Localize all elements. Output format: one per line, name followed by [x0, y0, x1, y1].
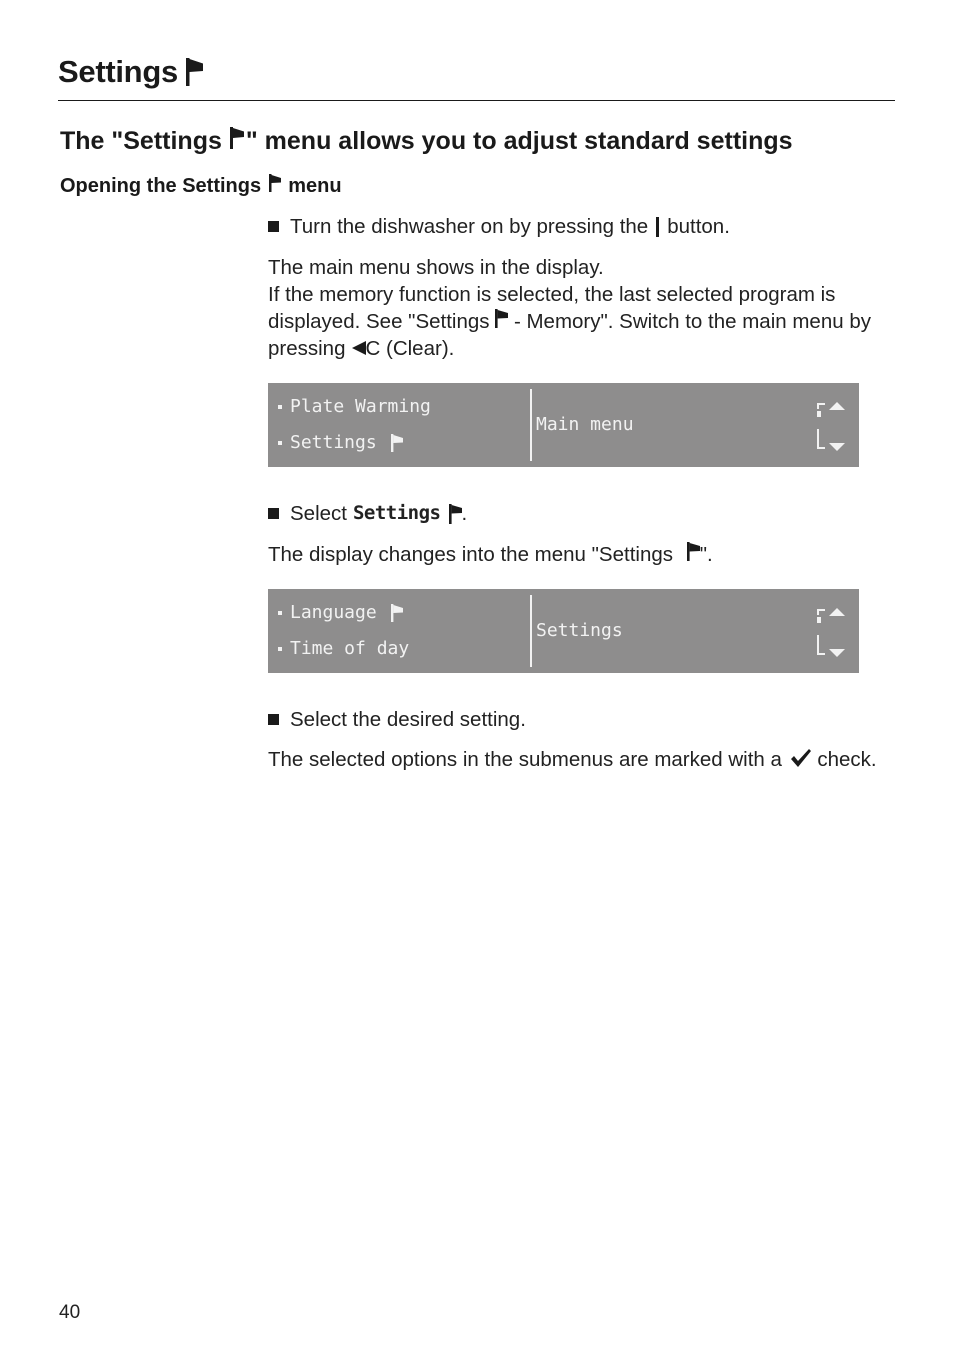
paragraph-main-menu: [268, 254, 894, 362]
page-title: [58, 52, 203, 92]
paragraph-memory-text: If the memory function is selected, the last selected program is displayed. See "Settings: [268, 283, 836, 333]
paragraph-display-changes-text: The display changes into the menu "Settings: [268, 543, 673, 566]
bullet-square-icon: [268, 221, 279, 232]
step-3: [268, 706, 526, 733]
step-2-text: Select: [290, 502, 347, 525]
paragraph-check-end: check.: [817, 748, 877, 771]
scroll-indicator-icon: [815, 399, 847, 453]
scroll-indicator-icon: [815, 605, 847, 659]
page-number: 40: [59, 1302, 81, 1323]
sub-heading: [60, 172, 342, 200]
lcd-menu-item: Settings: [278, 432, 403, 453]
lcd-divider: [530, 389, 532, 461]
paragraph-check-text: The selected options in the submenus are marked with a: [268, 748, 782, 771]
sub-heading-rest: menu: [288, 175, 342, 197]
paragraph-display-changes: [268, 541, 894, 568]
settings-flag-icon: [186, 58, 203, 86]
settings-flag-icon: [495, 309, 508, 328]
paragraph-memory-text-2: - Memory". Switch to the main menu by pressing: [268, 310, 871, 360]
step-1-text-end: button.: [667, 215, 730, 238]
settings-flag-icon: [449, 504, 462, 524]
lcd-menu-item: Time of day: [278, 638, 409, 659]
paragraph-memory: [268, 281, 894, 362]
lcd-display-settings: [268, 589, 859, 673]
paragraph-main-menu-line: The main menu shows in the display.: [268, 256, 604, 279]
back-arrow-icon: [352, 335, 366, 362]
page-title-text: Settings: [58, 54, 178, 89]
settings-flag-icon: [391, 434, 403, 452]
lcd-title: Settings: [536, 620, 623, 641]
lcd-menu-item: Plate Warming: [278, 396, 431, 417]
settings-flag-icon: [391, 604, 403, 622]
lcd-display-main-menu: [268, 383, 859, 467]
section-heading-rest: " menu allows you to adjust standard settings: [245, 127, 793, 155]
section-heading-text: The "Settings: [60, 127, 222, 155]
lcd-menu-item: Language: [278, 602, 403, 623]
paragraph-check: [268, 746, 894, 775]
step-2-text-end: .: [461, 502, 468, 525]
paragraph-display-changes-end: ".: [699, 543, 713, 566]
step-1-text: Turn the dishwasher on by pressing the: [290, 215, 649, 238]
bullet-square-icon: [268, 714, 279, 725]
lcd-settings-label: Settings: [352, 502, 441, 524]
title-divider: [58, 100, 895, 101]
lcd-title: Main menu: [536, 414, 634, 435]
section-heading: [60, 124, 793, 158]
sub-heading-text: Opening the Settings: [60, 175, 262, 197]
settings-flag-icon: [687, 542, 700, 561]
power-button-icon: [656, 217, 659, 237]
step-3-text: Select the desired setting.: [290, 708, 526, 731]
paragraph-memory-text-3: C (Clear).: [365, 337, 455, 360]
step-2: [268, 500, 467, 527]
step-1: [268, 213, 730, 240]
lcd-divider: [530, 595, 532, 667]
settings-flag-icon: [269, 174, 281, 192]
settings-flag-icon: [230, 127, 244, 149]
checkmark-icon: [790, 748, 812, 775]
bullet-square-icon: [268, 508, 279, 519]
